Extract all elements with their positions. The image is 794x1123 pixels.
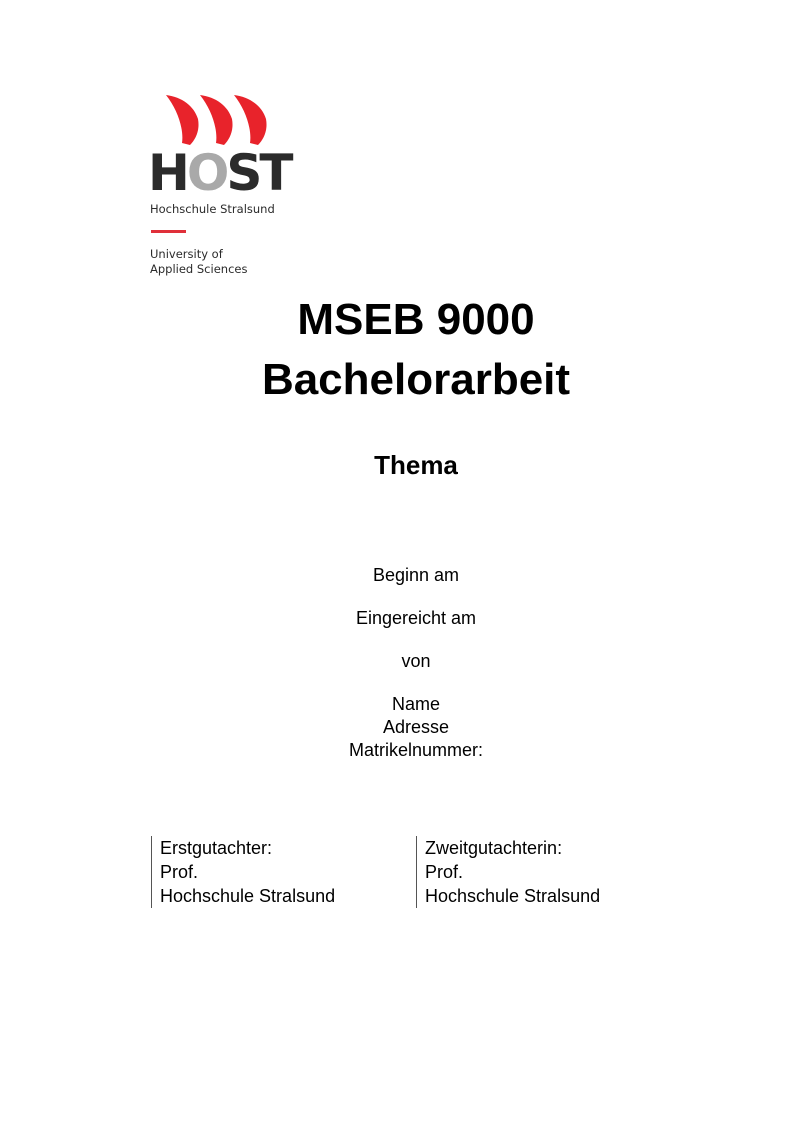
letter-s: S — [226, 144, 260, 202]
matriculation-number: Matrikelnummer: — [348, 740, 484, 760]
author-address: Adresse — [382, 717, 450, 737]
start-date-label: Beginn am — [372, 565, 460, 585]
reviewer-role: Zweitgutachterin: — [425, 838, 563, 858]
tagline — [150, 247, 247, 277]
reviewer-title: Prof. — [160, 862, 199, 882]
submission-date-label: Eingereicht am — [355, 608, 477, 628]
by-label: von — [401, 651, 431, 671]
institution-name: Hochschule Stralsund — [150, 202, 275, 216]
tagline-line2: Applied Sciences — [150, 262, 248, 276]
thesis-topic: Thema — [374, 450, 458, 480]
sails-icon — [164, 92, 274, 148]
host-wordmark — [148, 144, 291, 202]
accent-bar — [151, 230, 186, 233]
host-logo — [148, 92, 298, 282]
reviewer-role: Erstgutachter: — [160, 838, 273, 858]
reviewer-institution: Hochschule Stralsund — [160, 886, 336, 906]
reviewer-institution: Hochschule Stralsund — [425, 886, 601, 906]
second-reviewer — [416, 836, 600, 908]
thesis-type: Bachelorarbeit — [261, 355, 571, 404]
tagline-line1: University of — [150, 247, 223, 261]
reviewer-title: Prof. — [425, 862, 464, 882]
letter-h: H — [148, 144, 187, 202]
letter-t: T — [259, 144, 291, 202]
author-name: Name — [391, 694, 440, 714]
course-title: MSEB 9000 — [297, 295, 535, 344]
letter-o: O — [186, 144, 227, 202]
first-reviewer — [151, 836, 335, 908]
